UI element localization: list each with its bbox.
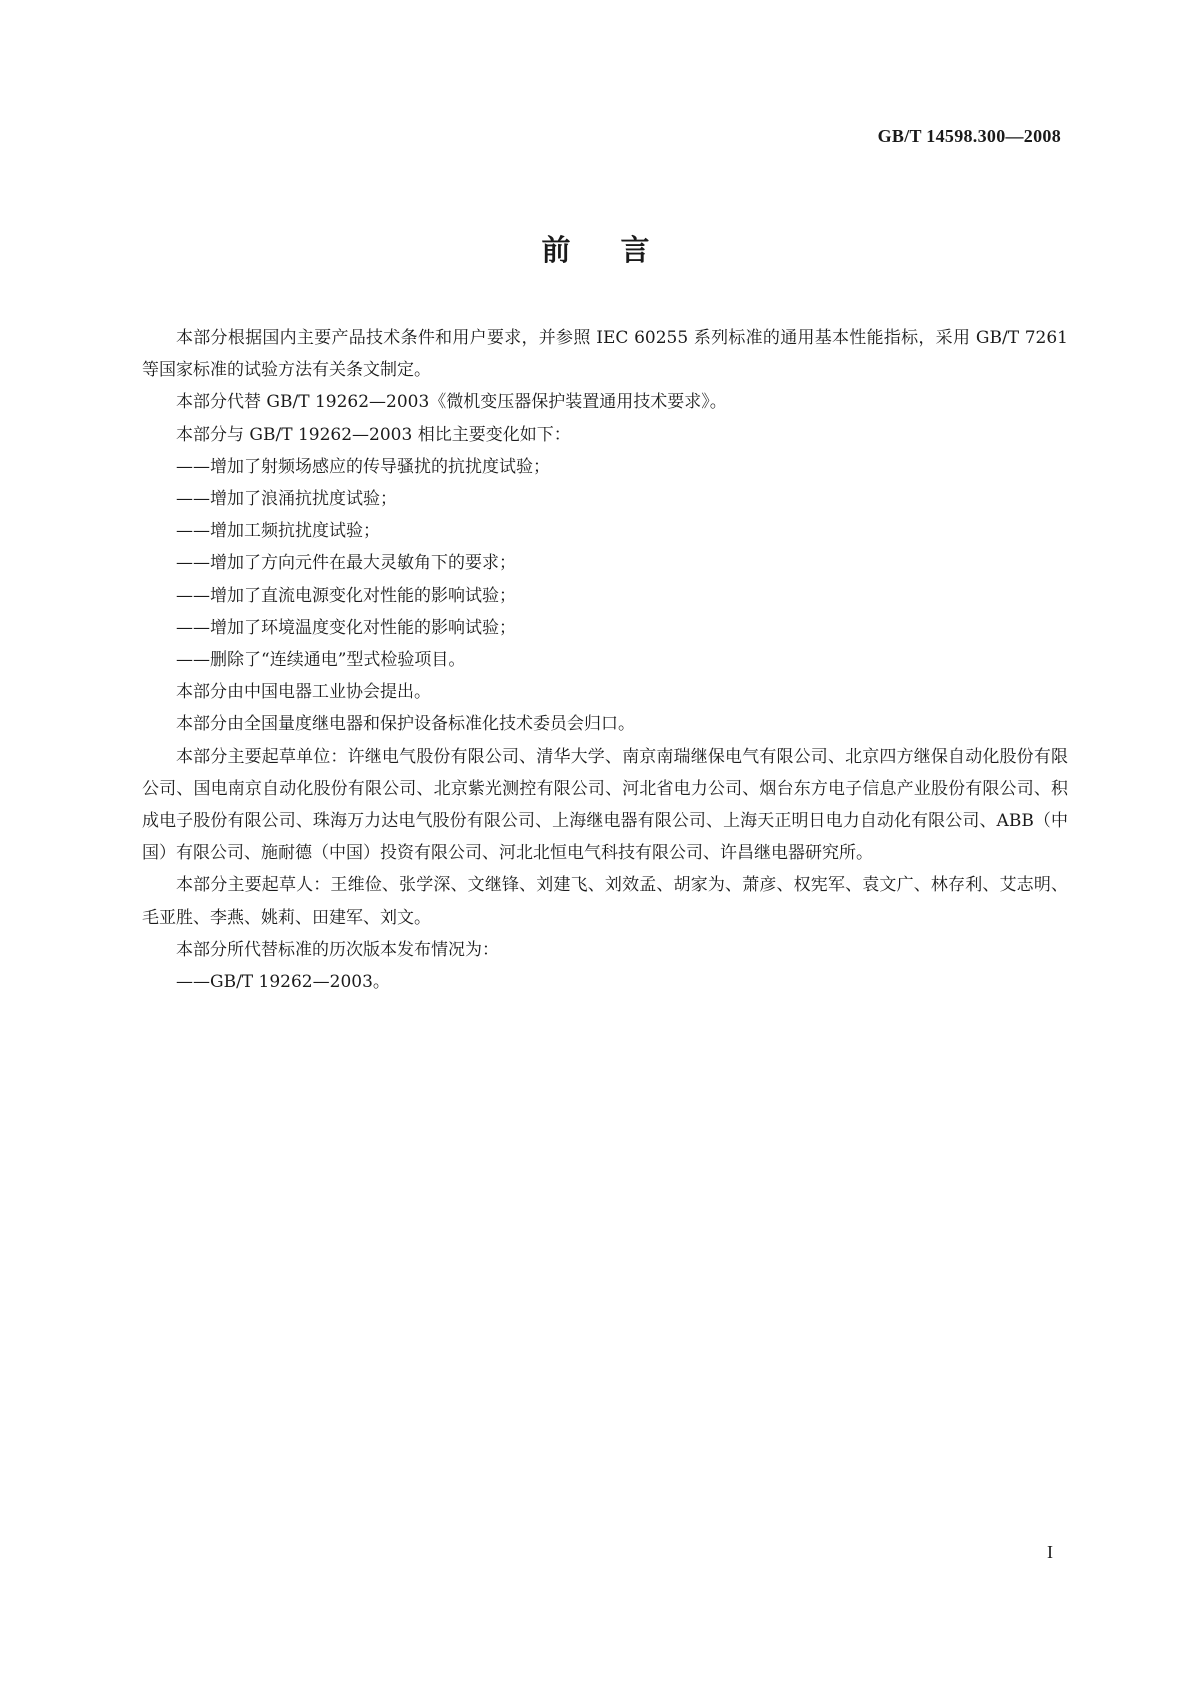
paragraph: 本部分主要起草人：王维俭、张学深、文继锋、刘建飞、刘效孟、胡家为、萧彦、权宪军、袁文广、林存利、艾志明、毛亚胜、李燕、姚莉、田建军、刘文。 [142, 875, 1068, 928]
paragraph: 本部分所代替标准的历次版本发布情况为： [176, 939, 499, 960]
list-item: ——增加了射频场感应的传导骚扰的抗扰度试验； [176, 456, 550, 477]
standard-code: GB/T 14598.300—2008 [877, 126, 1061, 146]
paragraph: 本部分代替 GB/T 19262—2003《微机变压器保护装置通用技术要求》。 [176, 392, 727, 413]
foreword-body [142, 322, 1068, 998]
list-item: ——GB/T 19262—2003。 [176, 972, 390, 993]
paragraph: 本部分与 GB/T 19262—2003 相比主要变化如下： [176, 424, 571, 445]
page-title: 前言 [541, 233, 700, 267]
paragraph: 本部分根据国内主要产品技术条件和用户要求，并参照 IEC 60255 系列标准的通用基本性能指标，采用 GB/T 7261 等国家标准的试验方法有关条文制定。 [142, 328, 1068, 381]
page-number: I [1047, 1542, 1053, 1562]
list-item: ——增加了环境温度变化对性能的影响试验； [176, 617, 516, 638]
list-item: ——增加了浪涌抗扰度试验； [176, 489, 397, 510]
list-item: ——增加了方向元件在最大灵敏角下的要求； [176, 553, 516, 574]
paragraph: 本部分由全国量度继电器和保护设备标准化技术委员会归口。 [176, 714, 635, 735]
list-item: ——删除了“连续通电”型式检验项目。 [176, 650, 466, 671]
list-item: ——增加了直流电源变化对性能的影响试验； [176, 585, 516, 606]
paragraph: 本部分主要起草单位：许继电气股份有限公司、清华大学、南京南瑞继保电气有限公司、北京四方继保自动化股份有限公司、国电南京自动化股份有限公司、北京紫光测控有限公司、河北省电力公司、烟台东方电子信息产业股份有限公司、积成电子股份有限公司、珠海万力达电气股份有限公司、上海继电器有限公司、上海天正明日电力自动化有限公司、ABB（中国）有限公司、施耐德（中国）投资有限公司、河北北恒电气科技有限公司、许昌继电器研究所。 [142, 746, 1068, 864]
list-item: ——增加工频抗扰度试验； [176, 521, 380, 542]
paragraph: 本部分由中国电器工业协会提出。 [176, 682, 431, 703]
